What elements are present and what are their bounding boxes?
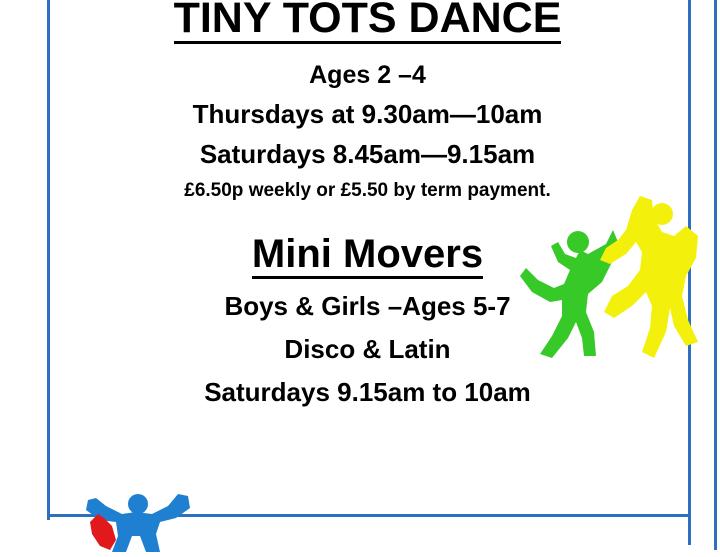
dancer-silhouette-red-icon	[86, 512, 126, 557]
tiny-tots-schedule-saturday: Saturdays 8.45am—9.15am	[199, 139, 536, 169]
tiny-tots-price: £6.50p weekly or £5.50 by term payment.	[184, 180, 551, 201]
mini-movers-title: Mini Movers	[252, 233, 483, 279]
mini-movers-styles: Disco & Latin	[284, 334, 451, 364]
border-left	[47, 0, 50, 520]
tiny-tots-heading-wrap	[60, 0, 675, 44]
dancer-silhouette-yellow-icon	[600, 196, 710, 366]
tiny-tots-ages: Ages 2 –4	[309, 61, 426, 89]
tiny-tots-schedule-thursday: Thursdays at 9.30am—10am	[192, 99, 543, 129]
mini-movers-ages: Boys & Girls –Ages 5-7	[224, 291, 511, 321]
tiny-tots-title: TINY TOTS DANCE	[174, 0, 562, 44]
mini-movers-schedule: Saturdays 9.15am to 10am	[204, 377, 531, 407]
border-outer-right	[714, 0, 717, 550]
